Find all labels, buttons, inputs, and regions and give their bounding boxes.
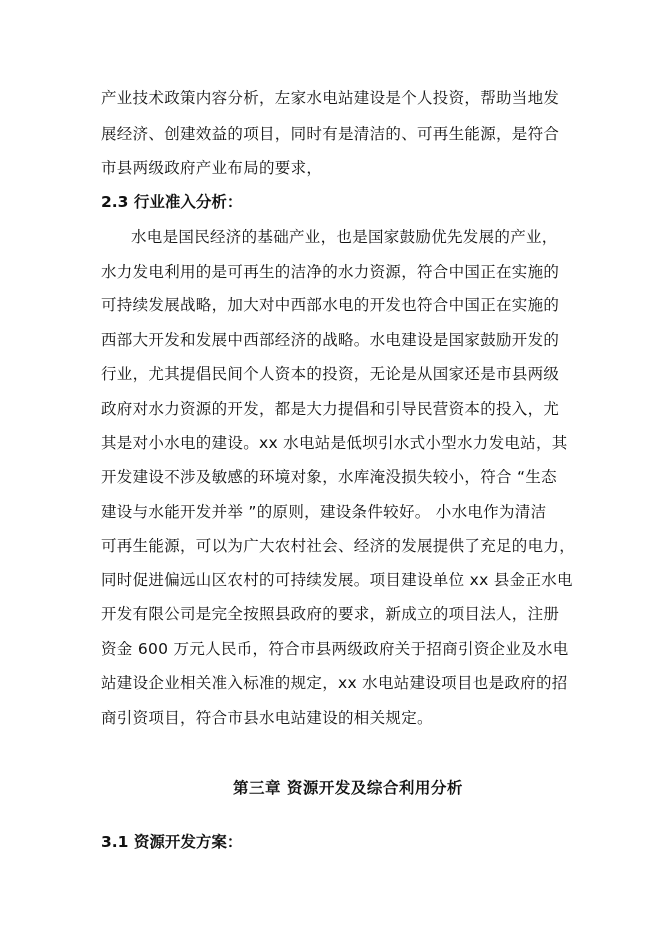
chapter-title: 第三章 资源开发及综合利用分析 [233, 778, 463, 797]
section-2-3-line-9: 建设与水能开发并举 ”的原则，建设条件较好。 小水电作为清洁 [101, 503, 547, 521]
section-2-3-line-3: 可持续发展战略，加大对中西部水电的开发也符合中国正在实施的 [101, 296, 560, 314]
section-2-3-line-14: 站建设企业相关准入标准的规定，xx 水电站建设项目也是政府的招 [101, 674, 568, 692]
section-2-3-line-10: 可再生能源，可以为广大农村社会、经济的发展提供了充足的电力， [101, 537, 576, 555]
section-2-3-line-8: 开发建设不涉及敏感的环境对象，水库淹没损失较小，符合 “生态 [101, 468, 557, 486]
section-3-1-heading: 3.1 资源开发方案： [101, 833, 243, 851]
section-2-3-line-5: 行业，尤其提倡民间个人资本的投资，无论是从国家还是市县两级 [101, 365, 560, 383]
section-2-3-line-6: 政府对水力资源的开发，都是大力提倡和引导民营资本的投入，尤 [101, 400, 560, 418]
section-2-3-line-11: 同时促进偏远山区农村的可持续发展。项目建设单位 xx 县金正水电 [101, 571, 573, 589]
intro-line-1: 产业技术政策内容分析，左家水电站建设是个人投资，帮助当地发 [101, 89, 560, 107]
section-2-3-heading: 2.3 行业准入分析： [101, 193, 243, 211]
section-2-3-line-15: 商引资项目，符合市县水电站建设的相关规定。 [101, 709, 433, 727]
section-2-3-line-13: 资金 600 万元人民币，符合市县两级政府关于招商引资企业及水电 [101, 640, 569, 658]
intro-line-3: 市县两级政府产业布局的要求， [101, 159, 323, 177]
section-2-3-line-2: 水力发电利用的是可再生的洁净的水力资源，符合中国正在实施的 [101, 263, 560, 281]
section-2-3-line-12: 开发有限公司是完全按照县政府的要求，新成立的项目法人，注册 [101, 605, 560, 623]
section-2-3-line-1: 水电是国民经济的基础产业，也是国家鼓励优先发展的产业， [131, 228, 558, 246]
section-2-3-line-7: 其是对小水电的建设。xx 水电站是低坝引水式小型水力发电站，其 [101, 434, 568, 452]
intro-line-2: 展经济、创建效益的项目，同时有是清洁的、可再生能源，是符合 [101, 125, 560, 143]
section-2-3-line-4: 西部大开发和发展中西部经济的战略。水电建设是国家鼓励开发的 [101, 331, 560, 349]
